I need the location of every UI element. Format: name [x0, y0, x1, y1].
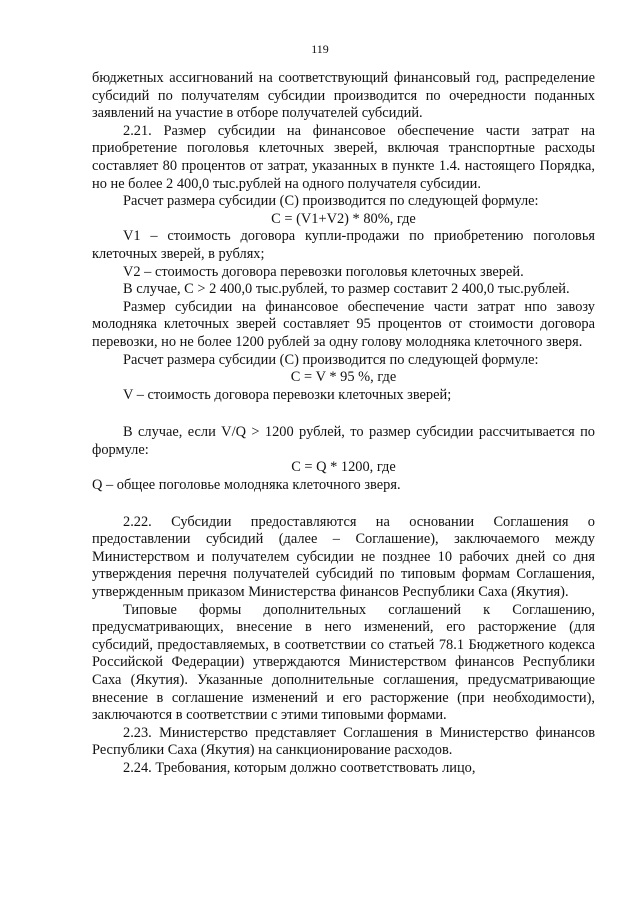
- paragraph: 2.22. Субсидии предоставляются на основании Соглашения о предоставлении субсидий (далее – Соглашение), заключаемого между Министерством и получателем субсидии не позднее 10 рабочих дней со дня утверждения перечня получателей субсидий по типовым формам Соглашения, утвержденным приказом Министерства финансов Республики Саха (Якутия).: [92, 513, 595, 601]
- paragraph: V1 – стоимость договора купли-продажи по приобретению поголовья клеточных зверей, в рублях;: [92, 228, 595, 262]
- formula: С = Q * 1200, где: [291, 459, 396, 476]
- paragraph: бюджетных ассигнований на соответствующий финансовый год, распределение субсидий по получателям субсидии производится по очередности поданных заявлений на участие в отборе получателей субсидий.: [92, 70, 595, 122]
- paragraph: В случае, С > 2 400,0 тыс.рублей, то размер составит 2 400,0 тыс.рублей.: [123, 281, 570, 298]
- paragraph: V2 – стоимость договора перевозки поголовья клеточных зверей.: [123, 263, 524, 280]
- paragraph: Расчет размера субсидии (С) производится по следующей формуле:: [123, 193, 539, 210]
- paragraph: Типовые формы дополнительных соглашений к Соглашению, предусматривающих, внесение в него изменений, его расторжение (для субсидий, предоставляемых, в соответствии со статьей 78.1 Бюджетного кодекса Российской Федерации) утверждаются Министерством финансов Республики Саха (Якутия). Указанные дополнительные соглашения, предусматривающие внесение в соглашение изменений и его расторжение (при необходимости), заключаются в соответствии с этими типовыми формами.: [92, 601, 595, 724]
- formula: С = (V1+V2) * 80%, где: [271, 210, 416, 227]
- document-body: [92, 70, 595, 778]
- paragraph: V – стоимость договора перевозки клеточных зверей;: [123, 386, 452, 403]
- page-number: 119: [311, 42, 329, 56]
- formula: С = V * 95 %, где: [290, 369, 397, 386]
- paragraph: Размер субсидии на финансовое обеспечение части затрат нпо завозу молодняка клеточных зверей составляет 95 процентов от стоимости договора перевозки, но не более 1200 рублей за одну голову молодняка клеточного зверя.: [92, 298, 595, 350]
- paragraph: Q – общее поголовье молодняка клеточного зверя.: [92, 477, 401, 494]
- paragraph: Расчет размера субсидии (С) производится по следующей формуле:: [123, 351, 539, 368]
- paragraph: В случае, если V/Q > 1200 рублей, то размер субсидии рассчитывается по формуле:: [92, 424, 595, 458]
- paragraph: 2.23. Министерство представляет Соглашения в Министерство финансов Республики Саха (Якутия) на санкционирование расходов.: [92, 724, 595, 759]
- paragraph: 2.24. Требования, которым должно соответствовать лицо,: [123, 759, 476, 776]
- paragraph: 2.21. Размер субсидии на финансовое обеспечение части затрат на приобретение поголовья клеточных зверей, включая транспортные расходы составляет 80 процентов от затрат, указанных в пункте 1.4. настоящего Порядка, но не более 2 400,0 тыс.рублей на одного получателя субсидии.: [92, 122, 595, 192]
